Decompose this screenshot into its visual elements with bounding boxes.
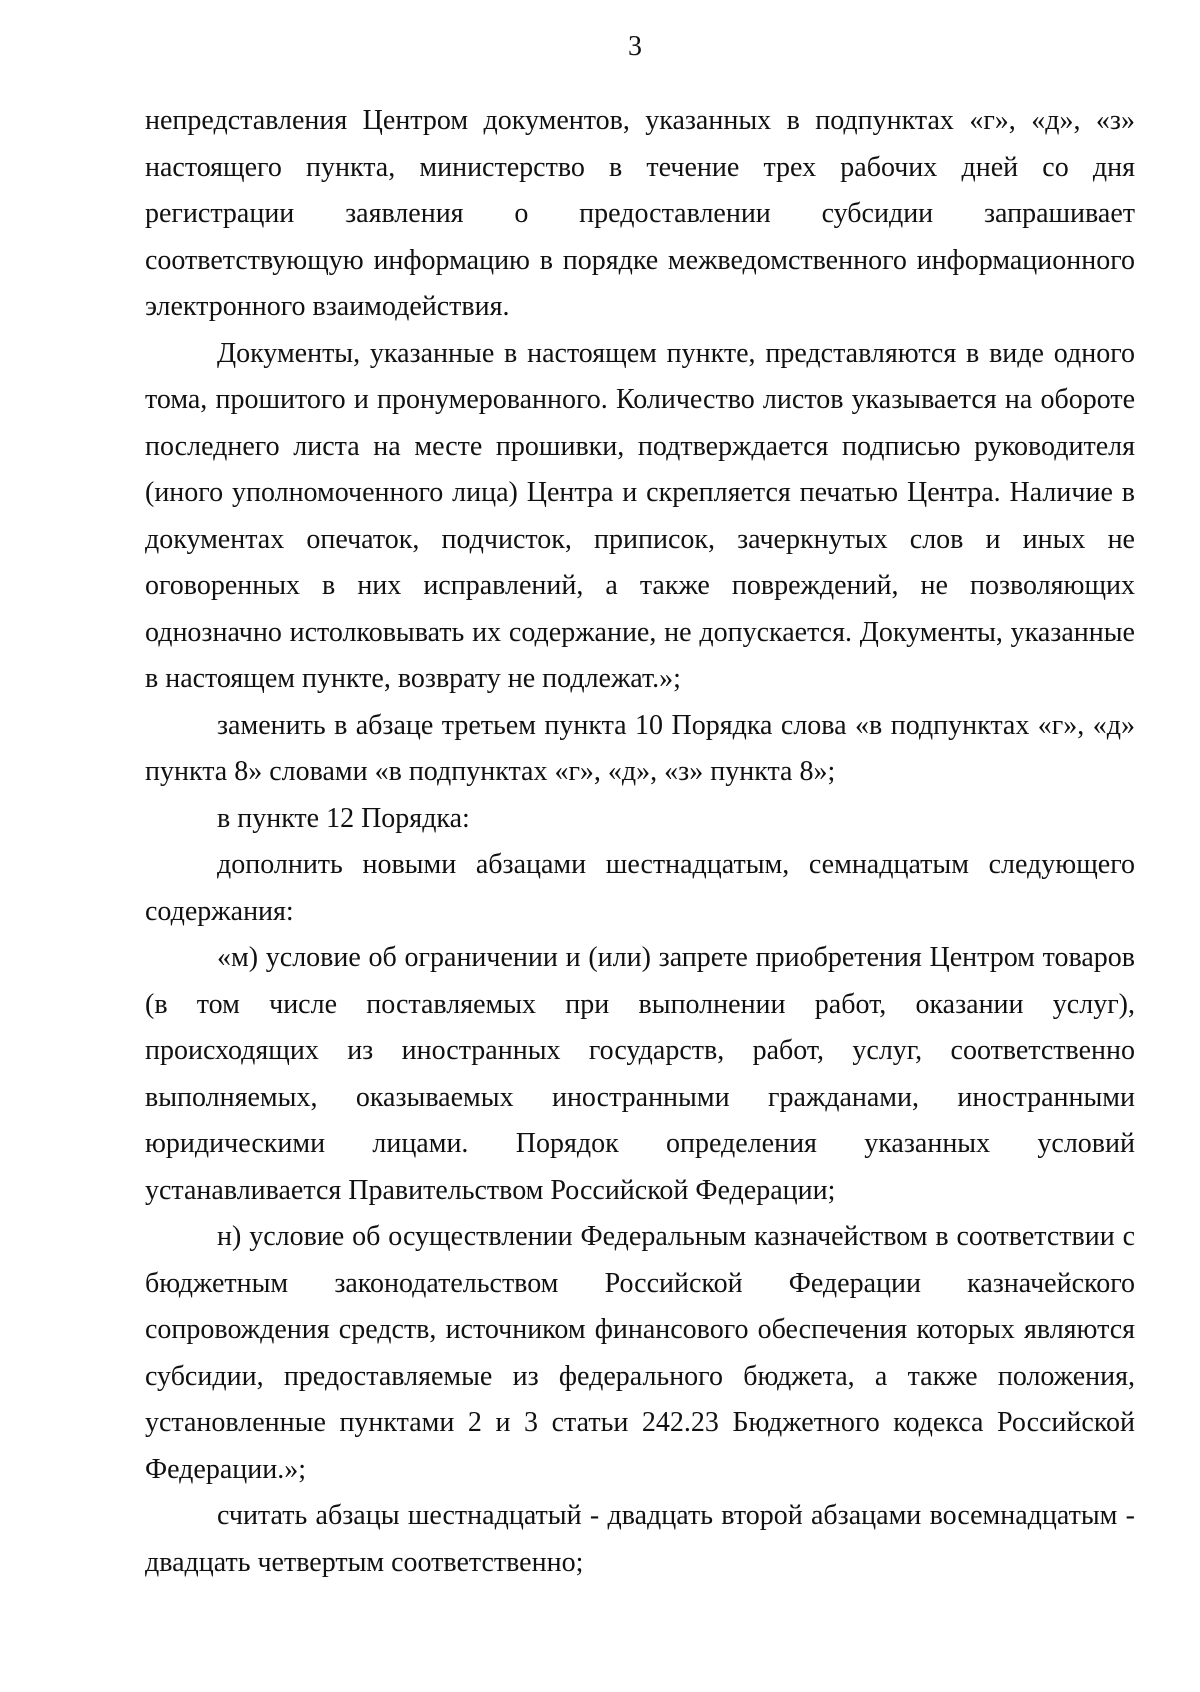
paragraph: «м) условие об ограничении и (или) запрете приобретения Центром товаров (в том числе поставляемых при выполнении работ, оказании услуг), происходящих из иностранных государств, работ, услуг, соответственно выполняемых, оказываемых иностранными гражданами, иностранными юридическими лицами. Порядок определения указанных условий устанавливается Правительством Российской Федерации; (145, 942, 1135, 1206)
page-number: 3 (628, 31, 642, 62)
paragraph: считать абзацы шестнадцатый - двадцать второй абзацами восемнадцатым - двадцать четвертым соответственно; (145, 1500, 1135, 1578)
paragraph: заменить в абзаце третьем пункта 10 Порядка слова «в подпунктах «г», «д» пункта 8» словами «в подпунктах «г», «д», «з» пункта 8»; (145, 709, 1135, 787)
document-body (145, 98, 1135, 1586)
paragraph: в пункте 12 Порядка: (217, 802, 470, 834)
paragraph: н) условие об осуществлении Федеральным казначейством в соответствии с бюджетным законодательством Российской Федерации казначейского сопровождения средств, источником финансового обеспечения которых являются субсидии, предоставляемые из федерального бюджета, а также положения, установленные пунктами 2 и 3 статьи 242.23 Бюджетного кодекса Российской Федерации.»; (145, 1221, 1135, 1485)
paragraph: Документы, указанные в настоящем пункте, представляются в виде одного тома, прошитого и пронумерованного. Количество листов указывается на обороте последнего листа на месте прошивки, подтверждается подписью руководителя (иного уполномоченного лица) Центра и скрепляется печатью Центра. Наличие в документах опечаток, подчисток, приписок, зачеркнутых слов и иных не оговоренных в них исправлений, а также повреждений, не позволяющих однозначно истолковывать их содержание, не допускается. Документы, указанные в настоящем пункте, возврату не подлежат.»; (145, 337, 1135, 694)
paragraph: дополнить новыми абзацами шестнадцатым, семнадцатым следующего содержания: (145, 849, 1135, 927)
paragraph: непредставления Центром документов, указанных в подпунктах «г», «д», «з» настоящего пункта, министерство в течение трех рабочих дней со дня регистрации заявления о предоставлении субсидии запрашивает соответствующую информацию в порядке межведомственного информационного электронного взаимодействия. (145, 105, 1135, 322)
